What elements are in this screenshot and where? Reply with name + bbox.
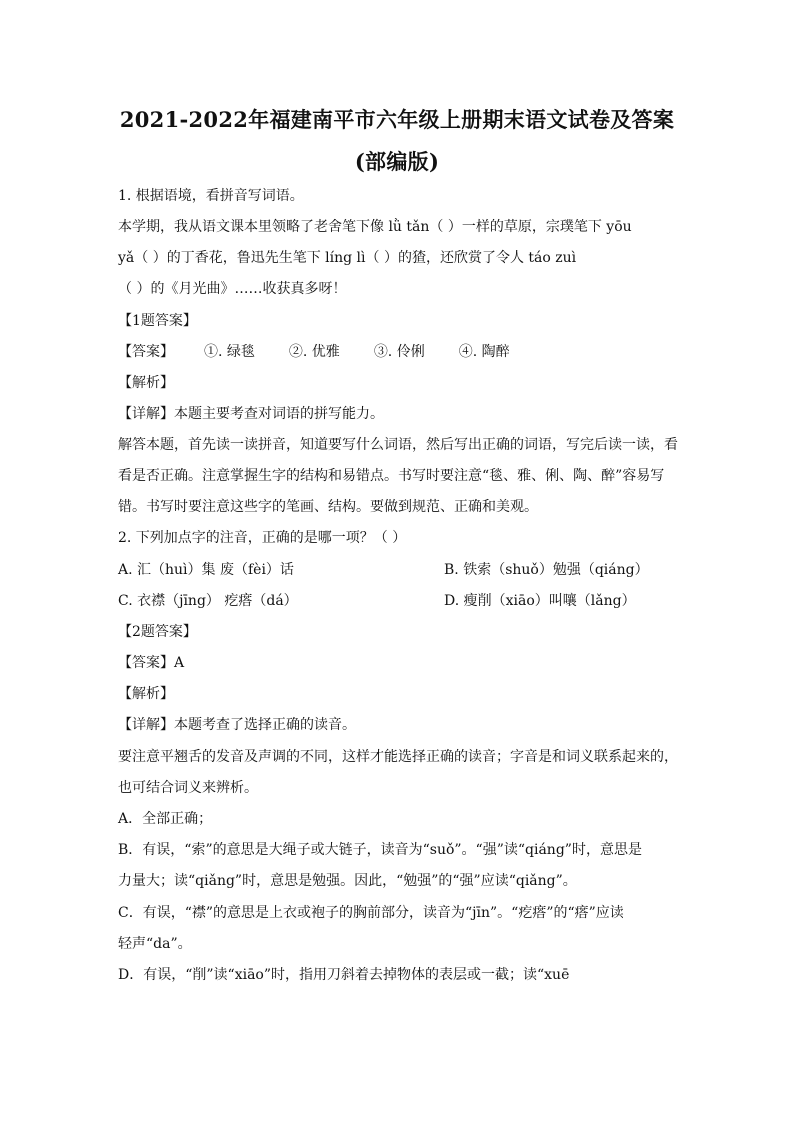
- analysis-label-1: 【解析】: [118, 375, 174, 391]
- analysis-label-2: 【解析】: [118, 686, 174, 702]
- detail-line: B．有误，“索”的意思是大绳子或大链子，读音为“suǒ”。“强”读“qiáng”时，意思是: [118, 842, 642, 858]
- option-c: C. 衣襟（jīng） 疙瘩（dá）: [118, 593, 298, 609]
- question-1-passage-line: yǎ（ ）的丁香花，鲁迅先生笔下 líng lì（ ）的猹，还欣赏了令人 táo zuì: [118, 250, 577, 266]
- question-1-passage-line: （ ）的《月光曲》……收获真多呀！: [118, 281, 347, 297]
- answer-item: ④. 陶醉: [458, 344, 510, 360]
- document-title: 2021-2022年福建南平市六年级上册期末语文试卷及答案: [119, 107, 675, 132]
- question-1-stem: 1. 根据语境，看拼音写词语。: [118, 188, 304, 204]
- answer-heading-1: 【1题答案】: [118, 313, 197, 329]
- question-2-stem: 2. 下列加点字的注音，正确的是哪一项？（ ）: [118, 530, 407, 546]
- question-1-passage-line: 本学期，我从语文课本里领略了老舍笔下像 lǜ tǎn（ ）一样的草原，宗璞笔下 yōu: [118, 219, 632, 235]
- answer-2: 【答案】A: [118, 655, 185, 671]
- detail-line: D．有误，“削”读“xiāo”时，指用刀斜着去掉物体的表层或一截；读“xuē: [118, 967, 570, 983]
- detail-line: 解答本题，首先读一读拼音，知道要写什么词语，然后写出正确的词语，写完后读一读，看: [118, 437, 678, 453]
- option-a: A. 汇（huì）集 废（fèi）话: [118, 562, 294, 578]
- detail-line: 【详解】本题考查了选择正确的读音。: [118, 717, 356, 733]
- answer-row-1: [118, 342, 510, 362]
- answer-label: 【答案】: [118, 344, 174, 360]
- detail-line: 要注意平翘舌的发音及声调的不同，这样才能选择正确的读音；字音是和词义联系起来的，: [118, 749, 678, 765]
- detail-line: 轻声“da”。: [118, 936, 192, 952]
- answer-heading-2: 【2题答案】: [118, 624, 197, 640]
- detail-line: 看是否正确。注意掌握生字的结构和易错点。书写时要注意“毯、雅、俐、陶、醉”容易写: [118, 468, 665, 484]
- detail-line: A．全部正确；: [118, 811, 213, 827]
- detail-line: 错。书写时要注意这些字的笔画、结构。要做到规范、正确和美观。: [118, 499, 538, 515]
- answer-item: ②. 优雅: [288, 344, 340, 360]
- answer-item: ③. 伶俐: [373, 344, 425, 360]
- document-subtitle: (部编版): [354, 149, 440, 174]
- detail-line: 【详解】本题主要考查对词语的拼写能力。: [118, 406, 384, 422]
- option-b: B. 铁索（shuǒ）勉强（qiáng）: [444, 562, 649, 578]
- option-d: D. 瘦削（xiāo）叫嚷（lǎng）: [444, 593, 636, 609]
- answer-item: ①. 绿毯: [204, 344, 255, 360]
- detail-line: 也可结合词义来辨析。: [118, 780, 258, 796]
- detail-line: 力量大；读“qiǎng”时，意思是勉强。因此，“勉强”的“强”应读“qiǎng”。: [118, 873, 577, 889]
- detail-line: C．有误，“襟”的意思是上衣或袍子的胸前部分，读音为“jīn”。“疙瘩”的“瘩”应读: [118, 905, 624, 921]
